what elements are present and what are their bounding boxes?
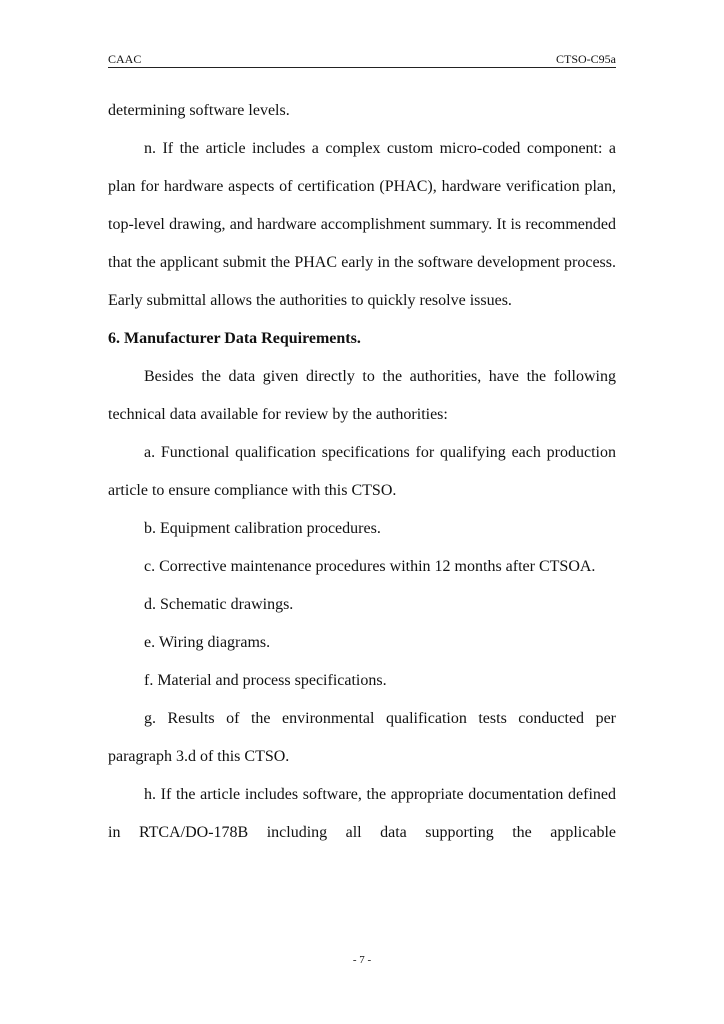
page-header (108, 52, 616, 67)
section-heading: 6. Manufacturer Data Requirements. (108, 330, 361, 347)
paragraph-intro: Besides the data given directly to the authorities, have the following technical data available for review by the authorities: (108, 368, 616, 423)
header-divider (108, 67, 616, 68)
list-item-b: b. Equipment calibration procedures. (144, 520, 381, 537)
header-doc-id: CTSO-C95a (556, 52, 616, 66)
list-item-h: h. If the article includes software, the appropriate documentation defined in RTCA/DO-178B including all data supporting the applicable (108, 786, 616, 841)
list-item-g: g. Results of the environmental qualification tests conducted per paragraph 3.d of this CTSO. (108, 710, 616, 765)
header-org: CAAC (108, 52, 142, 66)
list-item-a: a. Functional qualification specifications for qualifying each production article to ensure compliance with this CTSO. (108, 444, 616, 499)
list-item-d: d. Schematic drawings. (144, 596, 294, 613)
page-body (108, 92, 616, 852)
list-item-c: c. Corrective maintenance procedures within 12 months after CTSOA. (144, 558, 596, 575)
list-item-f: f. Material and process specifications. (144, 672, 387, 689)
paragraph-software-levels: determining software levels. (108, 102, 290, 119)
page-number: - 7 - (352, 954, 372, 966)
list-item-e: e. Wiring diagrams. (144, 634, 271, 651)
paragraph-item-n: n. If the article includes a complex custom micro-coded component: a plan for hardware aspects of certification (PHAC), hardware verification plan, top-level drawing, and hardware accomplishment summary. It is recommended that the applicant submit the PHAC early in the software development process. Early submittal allows the authorities to quickly resolve issues. (108, 140, 616, 309)
